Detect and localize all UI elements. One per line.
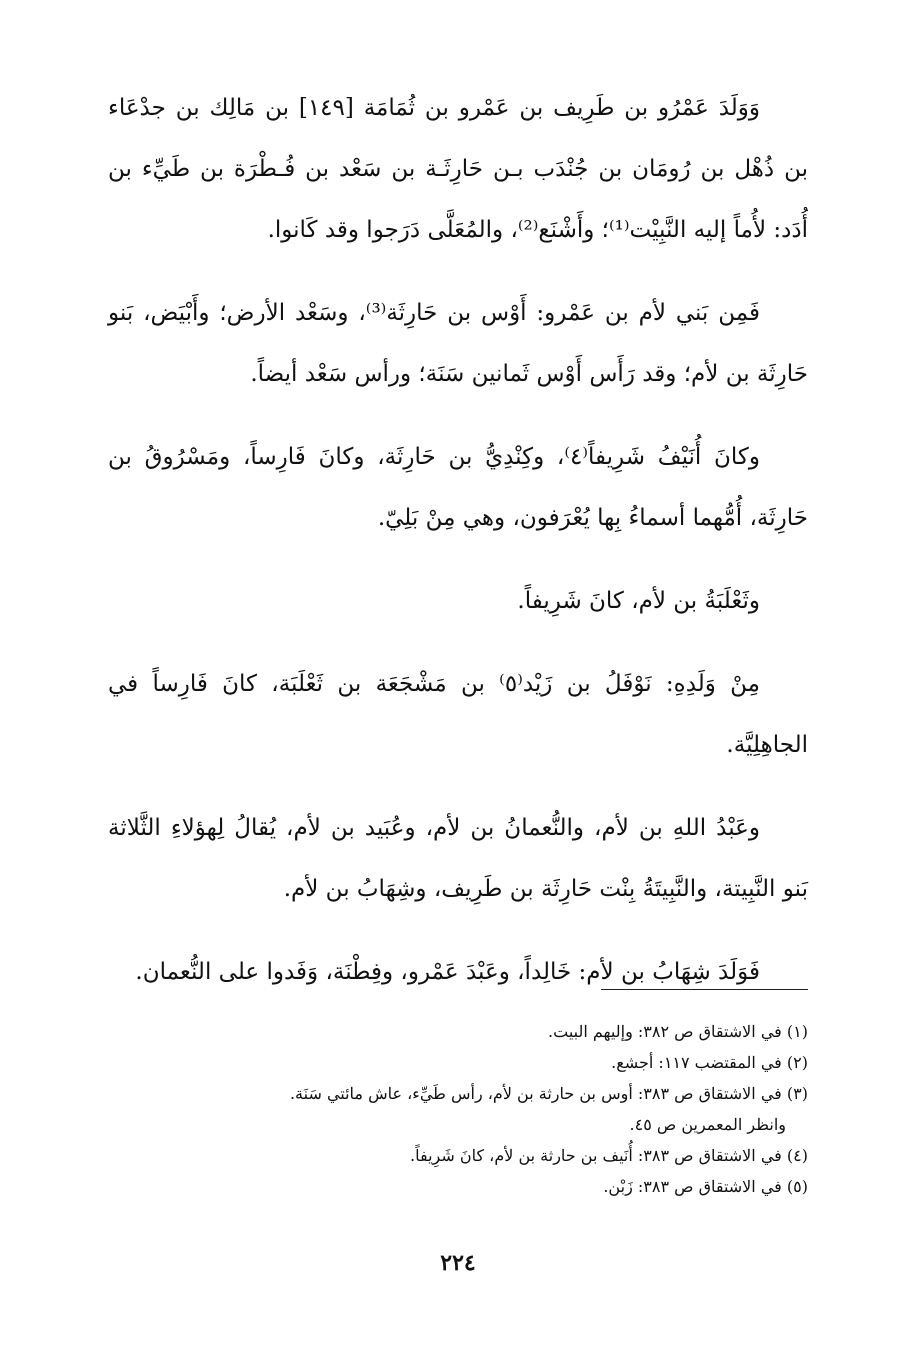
paragraph-1: وَوَلَدَ عَمْرُو بن طَرِيف بن عَمْرو بن ثُمَامَة [١٤٩] بن مَالِك بن جدْعَاء بن ذُهْل بن رُومَان بن جُنْدَب بـن حَارِثَـة بن سَعْد بن فُـطْرَة بن طَيِّء بن أُدَد: لأُماً إليه النَّبِيْت⁽¹⁾؛ وأَشْنَع⁽²⁾، والمُعَلَّى دَرَجوا وقد كَانوا. [108,95,808,243]
paragraph-3: وكانَ أُنَيْفُ شَرِيفاً⁽٤⁾، وكِنْدِيُّ بن حَارِثَة، وكانَ فَارِساً، ومَسْرُوقُ بن حَارِثَة، أُمُّهما أسماءُ بِها يُعْرَفون، وهي مِنْ بَلِيّ. [108,444,808,531]
page-number: ٢٢٤ [440,1250,476,1276]
paragraph-5: مِنْ وَلَدِهِ: نَوْفَلُ بن زَيْد⁽٥⁾ بن مَشْجَعَة بن ثَعْلَبَة، كانَ فَارِساً في الجاهِلِيَّة. [108,671,808,758]
footnote-2: (٢) في المقتضب ١١٧: أجشع. [611,1053,808,1072]
paragraph-4: وثَعْلَبَةُ بن لأم، كانَ شَرِيفاً. [517,588,760,614]
footnote-1: (١) في الاشتقاق ص ٣٨٢: وإليهم البيت. [548,1022,808,1041]
footnote-5: (٥) في الاشتقاق ص ٣٨٣: زَبْن. [603,1177,808,1196]
paragraph-7: فَوَلَدَ شِهَابُ بن لأم: خَالِداً، وعَبْدَ عَمْرو، وفِطْنَة، وَفَدوا على النُّعمان. [135,959,760,985]
main-text [108,78,808,1025]
footnote-4: (٤) في الاشتقاق ص ٣٨٣: أُنَيف بن حارثة بن لأم، كانَ شَرِيفاً. [410,1146,808,1165]
footnote-3-continued: وانظر المعمرين ص ٤٥. [629,1115,786,1134]
paragraph-2: فَمِن بَني لأم بن عَمْرو: أَوْس بن حَارِثَة⁽³⁾، وسَعْد الأرض؛ وأَبْيَض، بَنو حَارِثَة بن لأم؛ وقد رَأَس أَوْس ثَمانين سَنَة؛ ورأس سَعْد أيضاً. [108,300,808,387]
footnote-3: (٣) في الاشتقاق ص ٣٨٣: أوس بن حارثة بن لأم، رأس طَيِّء، عاش مائتي سَنَة. [289,1084,808,1103]
paragraph-6: وعَبْدُ اللهِ بن لأم، والنُّعمانُ بن لأم، وعُبَيد بن لأم، يُقالُ لِهؤلاءِ الثَّلاثة بَنو النَّبِيتة، والنَّبِيتَةُ بِنْت حَارِثَة بن طَرِيف، وشِهَابُ بن لأم. [108,815,808,902]
footnotes [108,1018,808,1204]
footnote-separator [601,989,808,990]
